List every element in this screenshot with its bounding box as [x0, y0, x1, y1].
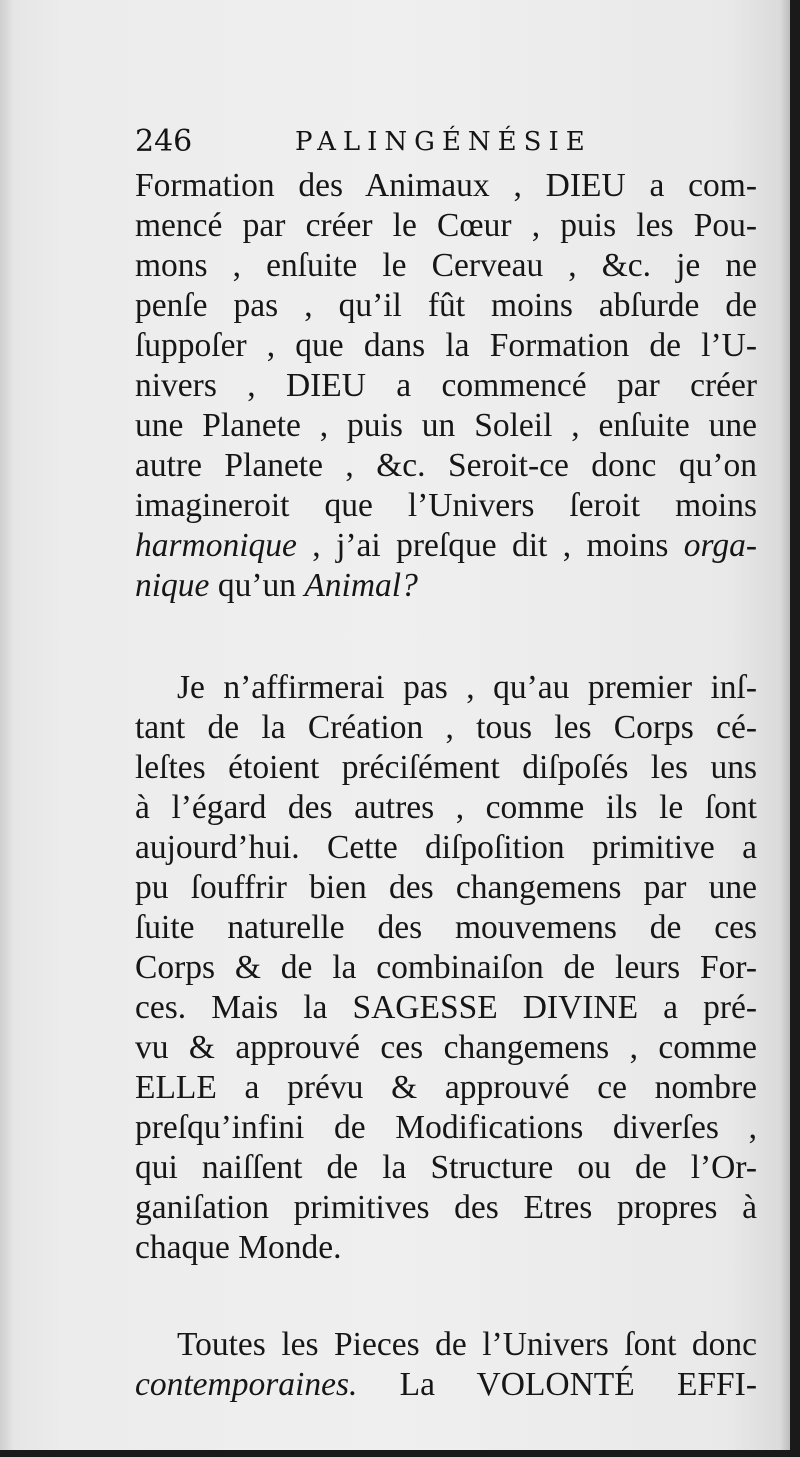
text-line: ſuite naturelle des mouvemens de ces — [135, 909, 757, 946]
text-line: leſtes étoient préciſément diſpoſés les uns — [135, 749, 757, 786]
text-line: vu & approuvé ces changemens , comme — [135, 1029, 757, 1066]
text-line: aujourd’hui. Cette diſpoſition primitive a — [135, 829, 757, 866]
text-line: mons , enſuite le Cerveau , &c. je ne — [135, 247, 757, 284]
text-line: contemporaines. La VOLONTÉ EFFI- — [135, 1366, 757, 1403]
text-line: nique qu’un Animal? — [135, 567, 418, 604]
body-text — [135, 166, 757, 1405]
text-line: à l’égard des autres , comme ils le ſont — [135, 789, 757, 826]
italic-word: nique — [135, 567, 210, 604]
text-line: ganiſation primitives des Etres propres à — [135, 1189, 757, 1226]
italic-word: contemporaines. — [135, 1366, 358, 1403]
text-line: imagineroit que l’Univers ſeroit moins — [135, 487, 757, 524]
text-line: mencé par créer le Cœur , puis les Pou- — [135, 207, 757, 244]
text-line: autre Planete , &c. Seroit-ce donc qu’on — [135, 447, 757, 484]
text-line: Toutes les Pieces de l’Univers ſont donc — [177, 1326, 757, 1363]
text-line: Formation des Animaux , DIEU a com- — [135, 167, 757, 204]
text-line: Je n’affirmerai pas , qu’au premier inſ- — [177, 669, 757, 706]
paragraph — [135, 166, 757, 606]
running-head — [135, 122, 755, 166]
text-line: Corps & de la combinaiſon de leurs For- — [135, 949, 757, 986]
text-line: qui naiſſent de la Structure ou de l’Or- — [135, 1149, 757, 1186]
text-line: preſqu’infini de Modifications diverſes , — [135, 1109, 757, 1146]
text-line: tant de la Création , tous les Corps cé- — [135, 709, 757, 746]
text-line: une Planete , puis un Soleil , enſuite une — [135, 407, 757, 444]
italic-word: orga- — [683, 527, 757, 564]
paragraph — [135, 1325, 757, 1405]
page-number: 246 — [135, 124, 193, 159]
italic-word: Animal? — [304, 567, 418, 604]
running-title: PALINGÉNÉSIE — [295, 127, 592, 157]
page-gutter-shadow — [0, 0, 14, 1450]
text-line: chaque Monde. — [135, 1229, 342, 1266]
text-line: nivers , DIEU a commencé par créer — [135, 367, 757, 404]
italic-word: harmonique — [135, 527, 297, 564]
page-edge-shadow — [780, 0, 790, 1450]
text-line: ſuppoſer , que dans la Formation de l’U- — [135, 327, 757, 364]
paragraph — [135, 668, 757, 1268]
text-line: pu ſouffrir bien des changemens par une — [135, 869, 757, 906]
text-line: ELLE a prévu & approuvé ce nombre — [135, 1069, 757, 1106]
text-line: ces. Mais la SAGESSE DIVINE a pré- — [135, 989, 757, 1026]
text-line: penſe pas , qu’il fût moins abſurde de — [135, 287, 757, 324]
text-line: harmonique , j’ai preſque dit , moins orga- — [135, 527, 757, 564]
